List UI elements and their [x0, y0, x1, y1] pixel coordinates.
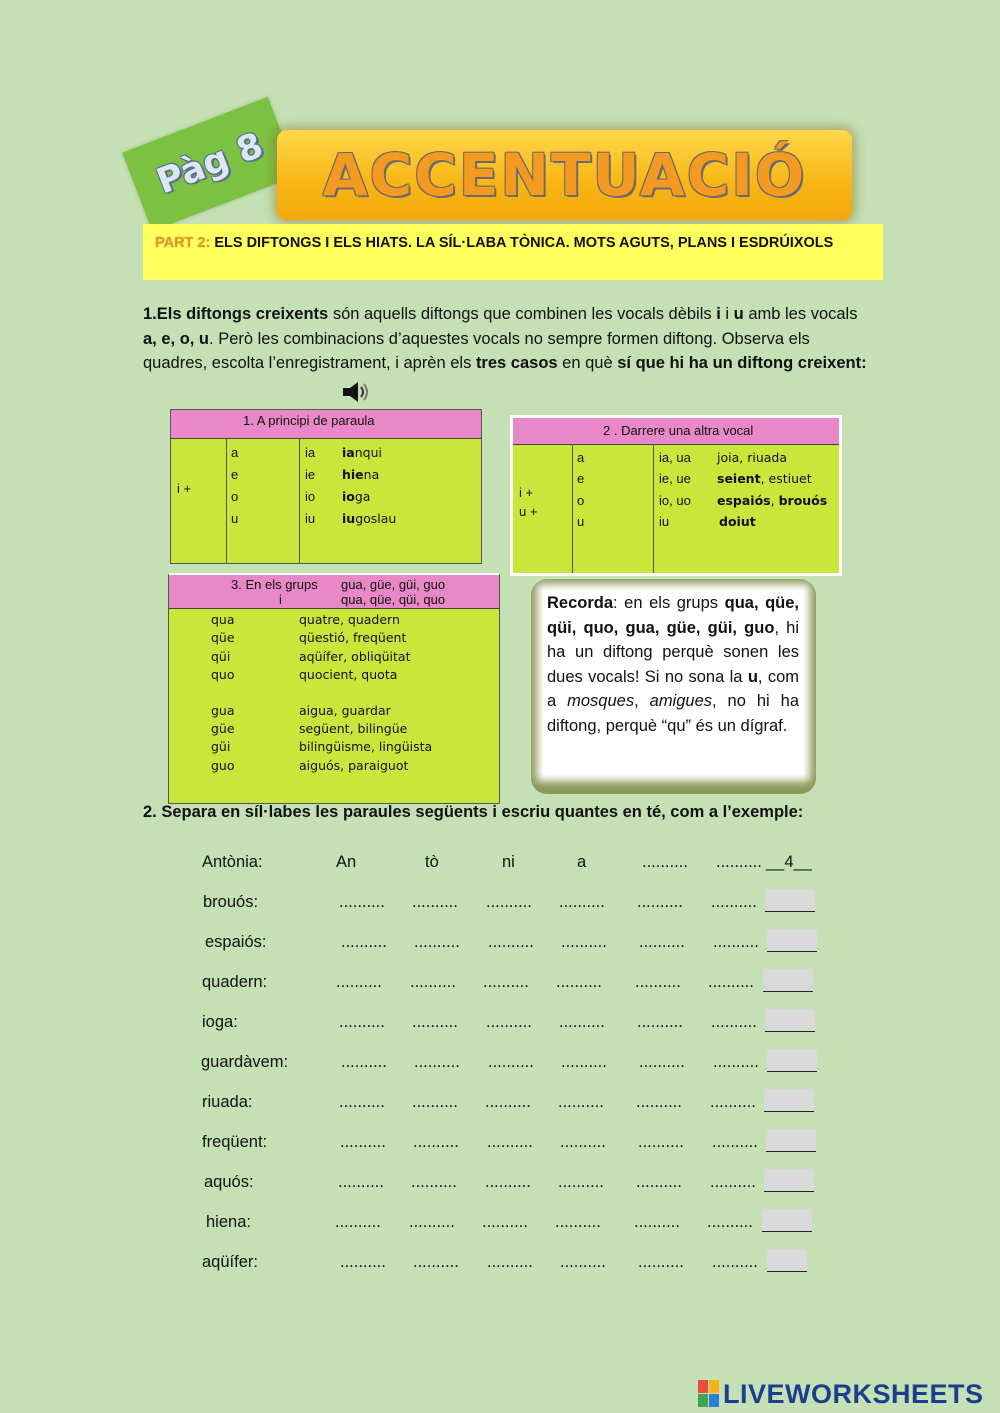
table-example: qüestió, freqüent [299, 630, 407, 645]
table-groups [168, 573, 500, 804]
syllable-blank[interactable]: .......... [637, 893, 683, 911]
table-group: güi [211, 739, 231, 754]
intro-paragraph [143, 302, 868, 376]
syllable-blank[interactable]: .......... [638, 1133, 684, 1151]
syllable-blank[interactable]: .......... [488, 933, 534, 951]
table-group: güe [211, 721, 235, 736]
word-label: guardàvem: [201, 1053, 289, 1071]
table-example: joia, riuada [717, 450, 788, 465]
syllable-blank[interactable]: .......... [638, 1253, 684, 1271]
table-example: espaiós, brouós [717, 493, 828, 508]
syllable-blank[interactable]: .......... [711, 893, 757, 911]
table-example: doiut [719, 514, 756, 529]
syllable-blank[interactable]: .......... [712, 1133, 758, 1151]
table-group: quo [211, 667, 235, 682]
syllable-blank[interactable]: .......... [339, 1093, 385, 1111]
syllable-count-input[interactable] [765, 1009, 815, 1032]
syllable-blank[interactable]: .......... [483, 973, 529, 991]
table-group: gua [211, 703, 235, 718]
table-prefix: i + [519, 485, 534, 500]
syllable: ni [502, 853, 515, 871]
page-number-label: Pàg 8 [151, 125, 269, 203]
intro-vowel-u: u [733, 305, 744, 323]
exercise-row [0, 933, 1000, 959]
syllable-blank[interactable]: .......... [561, 933, 607, 951]
syllable-blank[interactable]: .......... [710, 1173, 756, 1191]
syllable-blank[interactable]: .......... [560, 1253, 606, 1271]
word-label: ioga: [202, 1013, 238, 1031]
syllable: tò [425, 853, 439, 871]
table-group: qua [211, 612, 235, 627]
table-prefix: i + [177, 481, 192, 496]
table-vowel: a [231, 445, 239, 460]
table-example: quocient, quota [299, 667, 398, 682]
word-label: aqüífer: [202, 1253, 258, 1271]
syllable-blank[interactable]: .......... [338, 1173, 384, 1191]
syllable-blank[interactable]: .......... [414, 933, 460, 951]
intro-text: amb les vocals [743, 305, 858, 323]
table-example: aiguós, paraiguot [299, 758, 409, 773]
syllable: a [577, 853, 587, 871]
table-header-label: 3. En els grups [231, 577, 318, 592]
table-example: hiena [342, 467, 380, 482]
syllable-blank[interactable]: .......... [559, 1013, 605, 1031]
example-row [0, 853, 1000, 879]
page-title: ACCENTUACIÓ [322, 141, 807, 209]
syllable-blank[interactable]: .......... [488, 1053, 534, 1071]
table-example: ioga [342, 489, 371, 504]
table-group: guo [211, 758, 235, 773]
exercise-row [0, 1053, 1000, 1079]
intro-vowels: a, e, o, u [143, 329, 210, 348]
syllable-blank[interactable]: .......... [711, 1013, 757, 1031]
word-label: hiena: [206, 1213, 251, 1231]
exercise-row [0, 1013, 1000, 1039]
intro-vowel-i: i [716, 305, 721, 323]
syllable-count-input[interactable] [764, 1089, 814, 1112]
syllable-count-input[interactable] [765, 889, 815, 912]
table-combo: ia [305, 445, 316, 460]
syllable-blank[interactable]: .......... [339, 893, 385, 911]
syllable-blank[interactable]: .......... [558, 1173, 604, 1191]
syllable-blank[interactable]: .......... [556, 973, 602, 991]
syllable-blank[interactable]: .......... [412, 1093, 458, 1111]
word-label: quadern: [202, 973, 268, 991]
intro-tres-casos: tres casos [475, 354, 558, 372]
table-example: aigua, guardar [299, 703, 391, 718]
syllable-blank[interactable]: .......... [487, 1133, 533, 1151]
table-header [169, 575, 499, 609]
exercise-row [0, 1133, 1000, 1159]
table-prefix: u + [519, 504, 538, 519]
example-answer: __4__ [766, 853, 812, 871]
syllable-blank[interactable]: .......... [340, 1133, 386, 1151]
word-label: espaiós: [205, 933, 267, 951]
syllable-blank[interactable]: .......... [412, 1013, 458, 1031]
table-vowel: u [231, 511, 239, 526]
syllable-count-input[interactable] [767, 1049, 817, 1072]
syllable-blank[interactable]: .......... [411, 1173, 457, 1191]
table-example: següent, bilingüe [299, 721, 408, 736]
syllable-blank[interactable]: .......... [639, 1053, 685, 1071]
table-example: bilingüisme, lingüista [299, 739, 433, 754]
table-header-label: i [279, 592, 282, 607]
exercise-row [0, 893, 1000, 919]
syllable-count-input[interactable] [767, 929, 817, 952]
recorda-text: Recorda: en els grups qua, qüe, qüi, quo, gua, güe, güi, guo, hi ha un diftong perquè sonen les dues vocals! Si no sona la u, com a mosques, amigues, no hi ha diftong, perquè “qu” és un dígraf. [547, 594, 800, 735]
syllable-count-input[interactable] [764, 1169, 814, 1192]
table-header [171, 410, 481, 439]
blank-dots: .......... [716, 853, 762, 871]
syllable-blank[interactable]: .......... [561, 1053, 607, 1071]
logo-text: LIVEWORKSHEETS [723, 1378, 984, 1409]
table-combo: io [305, 489, 316, 504]
syllable-count-input[interactable] [763, 969, 813, 992]
intro-heading: 1.Els diftongs creixents [143, 305, 329, 323]
table-combo: iu [659, 514, 670, 529]
syllable-blank[interactable]: .......... [710, 1093, 756, 1111]
syllable-blank[interactable]: .......... [335, 1213, 381, 1231]
syllable-blank[interactable]: .......... [412, 893, 458, 911]
subtitle-prefix: PART 2: [155, 235, 211, 251]
syllable-blank[interactable]: .......... [713, 933, 759, 951]
exercise-row [0, 973, 1000, 999]
table-after-vowel [510, 415, 842, 576]
intro-end: sí que hi ha un diftong creixent: [617, 354, 867, 372]
table-vowel: o [231, 489, 239, 504]
syllable-blank[interactable]: .......... [339, 1013, 385, 1031]
table-header-label: 1. A principi de paraula [243, 413, 375, 428]
syllable-blank[interactable]: .......... [410, 973, 456, 991]
table-vowel: e [231, 467, 239, 482]
table-header-label: qua, qüe, qüi, quo [341, 592, 446, 607]
liveworksheets-logo [698, 1378, 984, 1410]
syllable-blank[interactable]: .......... [341, 1053, 387, 1071]
table-header-label: 2 . Darrere una altra vocal [603, 423, 754, 438]
syllable-blank[interactable]: .......... [712, 1253, 758, 1271]
table-example: quatre, quadern [299, 612, 400, 627]
table-header [513, 418, 839, 445]
table-example: aqüífer, obliqüitat [299, 649, 411, 664]
table-combo: ia, ua [659, 450, 691, 465]
word-label: freqüent: [202, 1133, 268, 1151]
speaker-icon[interactable] [342, 380, 372, 404]
syllable-blank[interactable]: .......... [636, 1093, 682, 1111]
syllable-blank[interactable]: .......... [486, 893, 532, 911]
intro-text: en què [557, 354, 618, 372]
table-vowel: a [577, 450, 585, 465]
word-label: Antònia: [202, 853, 263, 871]
syllable-blank[interactable]: .......... [413, 1133, 459, 1151]
table-combo: ie, ue [659, 471, 691, 486]
syllable-blank[interactable]: .......... [558, 1093, 604, 1111]
syllable-blank[interactable]: .......... [560, 1133, 606, 1151]
syllable-blank[interactable]: .......... [634, 1213, 680, 1231]
syllable: An [336, 853, 357, 871]
subtitle-bar [143, 224, 883, 280]
exercise-row [0, 1173, 1000, 1199]
syllable-blank[interactable]: .......... [487, 1253, 533, 1271]
intro-text: són aquells diftongs que combinen les vocals dèbils [328, 305, 717, 323]
syllable-blank[interactable]: .......... [707, 1213, 753, 1231]
table-combo: iu [305, 511, 316, 526]
title-banner [277, 130, 852, 220]
syllable-blank[interactable]: .......... [413, 1253, 459, 1271]
syllable-blank[interactable]: .......... [409, 1213, 455, 1231]
syllable-blank[interactable]: .......... [485, 1173, 531, 1191]
syllable-blank[interactable]: .......... [708, 973, 754, 991]
word-label: brouós: [203, 893, 259, 911]
syllable-blank[interactable]: .......... [340, 1253, 386, 1271]
intro-text: i [720, 305, 734, 323]
table-vowel: e [577, 471, 585, 486]
syllable-count-input[interactable] [762, 1209, 812, 1232]
exercise-row [0, 1253, 1000, 1279]
syllable-blank[interactable]: .......... [336, 973, 382, 991]
subtitle-text: ELS DIFTONGS I ELS HIATS. LA SÍL·LABA TÒNICA. MOTS AGUTS, PLANS I ESDRÚIXOLS [214, 235, 834, 251]
word-label: riuada: [202, 1093, 253, 1111]
syllable-blank[interactable]: .......... [559, 893, 605, 911]
table-word-start [170, 409, 482, 564]
syllable-blank[interactable]: .......... [482, 1213, 528, 1231]
page-number-tag [122, 97, 298, 231]
syllable-blank[interactable]: .......... [635, 973, 681, 991]
exercise-title: 2. Separa en síl·labes les paraules següents i escriu quantes en té, com a l’exemple: [143, 803, 804, 821]
table-group: qüe [211, 630, 235, 645]
syllable-count-input[interactable] [767, 1249, 807, 1272]
table-combo: io, uo [659, 493, 691, 508]
syllable-blank[interactable]: .......... [414, 1053, 460, 1071]
syllable-blank[interactable]: .......... [637, 1013, 683, 1031]
recorda-box [531, 579, 816, 794]
word-label: aquós: [204, 1173, 254, 1191]
syllable-blank[interactable]: .......... [555, 1213, 601, 1231]
syllable-blank[interactable]: .......... [639, 933, 685, 951]
logo-mark-icon [698, 1380, 720, 1408]
blank-dots: .......... [642, 853, 688, 871]
table-combo: ie [305, 467, 316, 482]
table-vowel: u [577, 514, 585, 529]
syllable-blank[interactable]: .......... [636, 1173, 682, 1191]
table-example: seient, estiuet [717, 471, 812, 486]
exercise-row [0, 1093, 1000, 1119]
table-example: iugoslau [342, 511, 397, 526]
syllable-blank[interactable]: .......... [713, 1053, 759, 1071]
table-group: qüi [211, 649, 231, 664]
table-header-label: gua, güe, güi, guo [341, 577, 446, 592]
table-vowel: o [577, 493, 585, 508]
table-example: ianqui [342, 445, 382, 460]
syllable-count-input[interactable] [766, 1129, 816, 1152]
exercise-row [0, 1213, 1000, 1239]
syllable-blank[interactable]: .......... [341, 933, 387, 951]
syllable-blank[interactable]: .......... [485, 1093, 531, 1111]
syllable-blank[interactable]: .......... [486, 1013, 532, 1031]
intro-text: . Però les combinacions d’aquestes vocals no sempre formen diftong. Observa els quadres, escolta l’enregistrament, i aprèn els [143, 329, 810, 372]
